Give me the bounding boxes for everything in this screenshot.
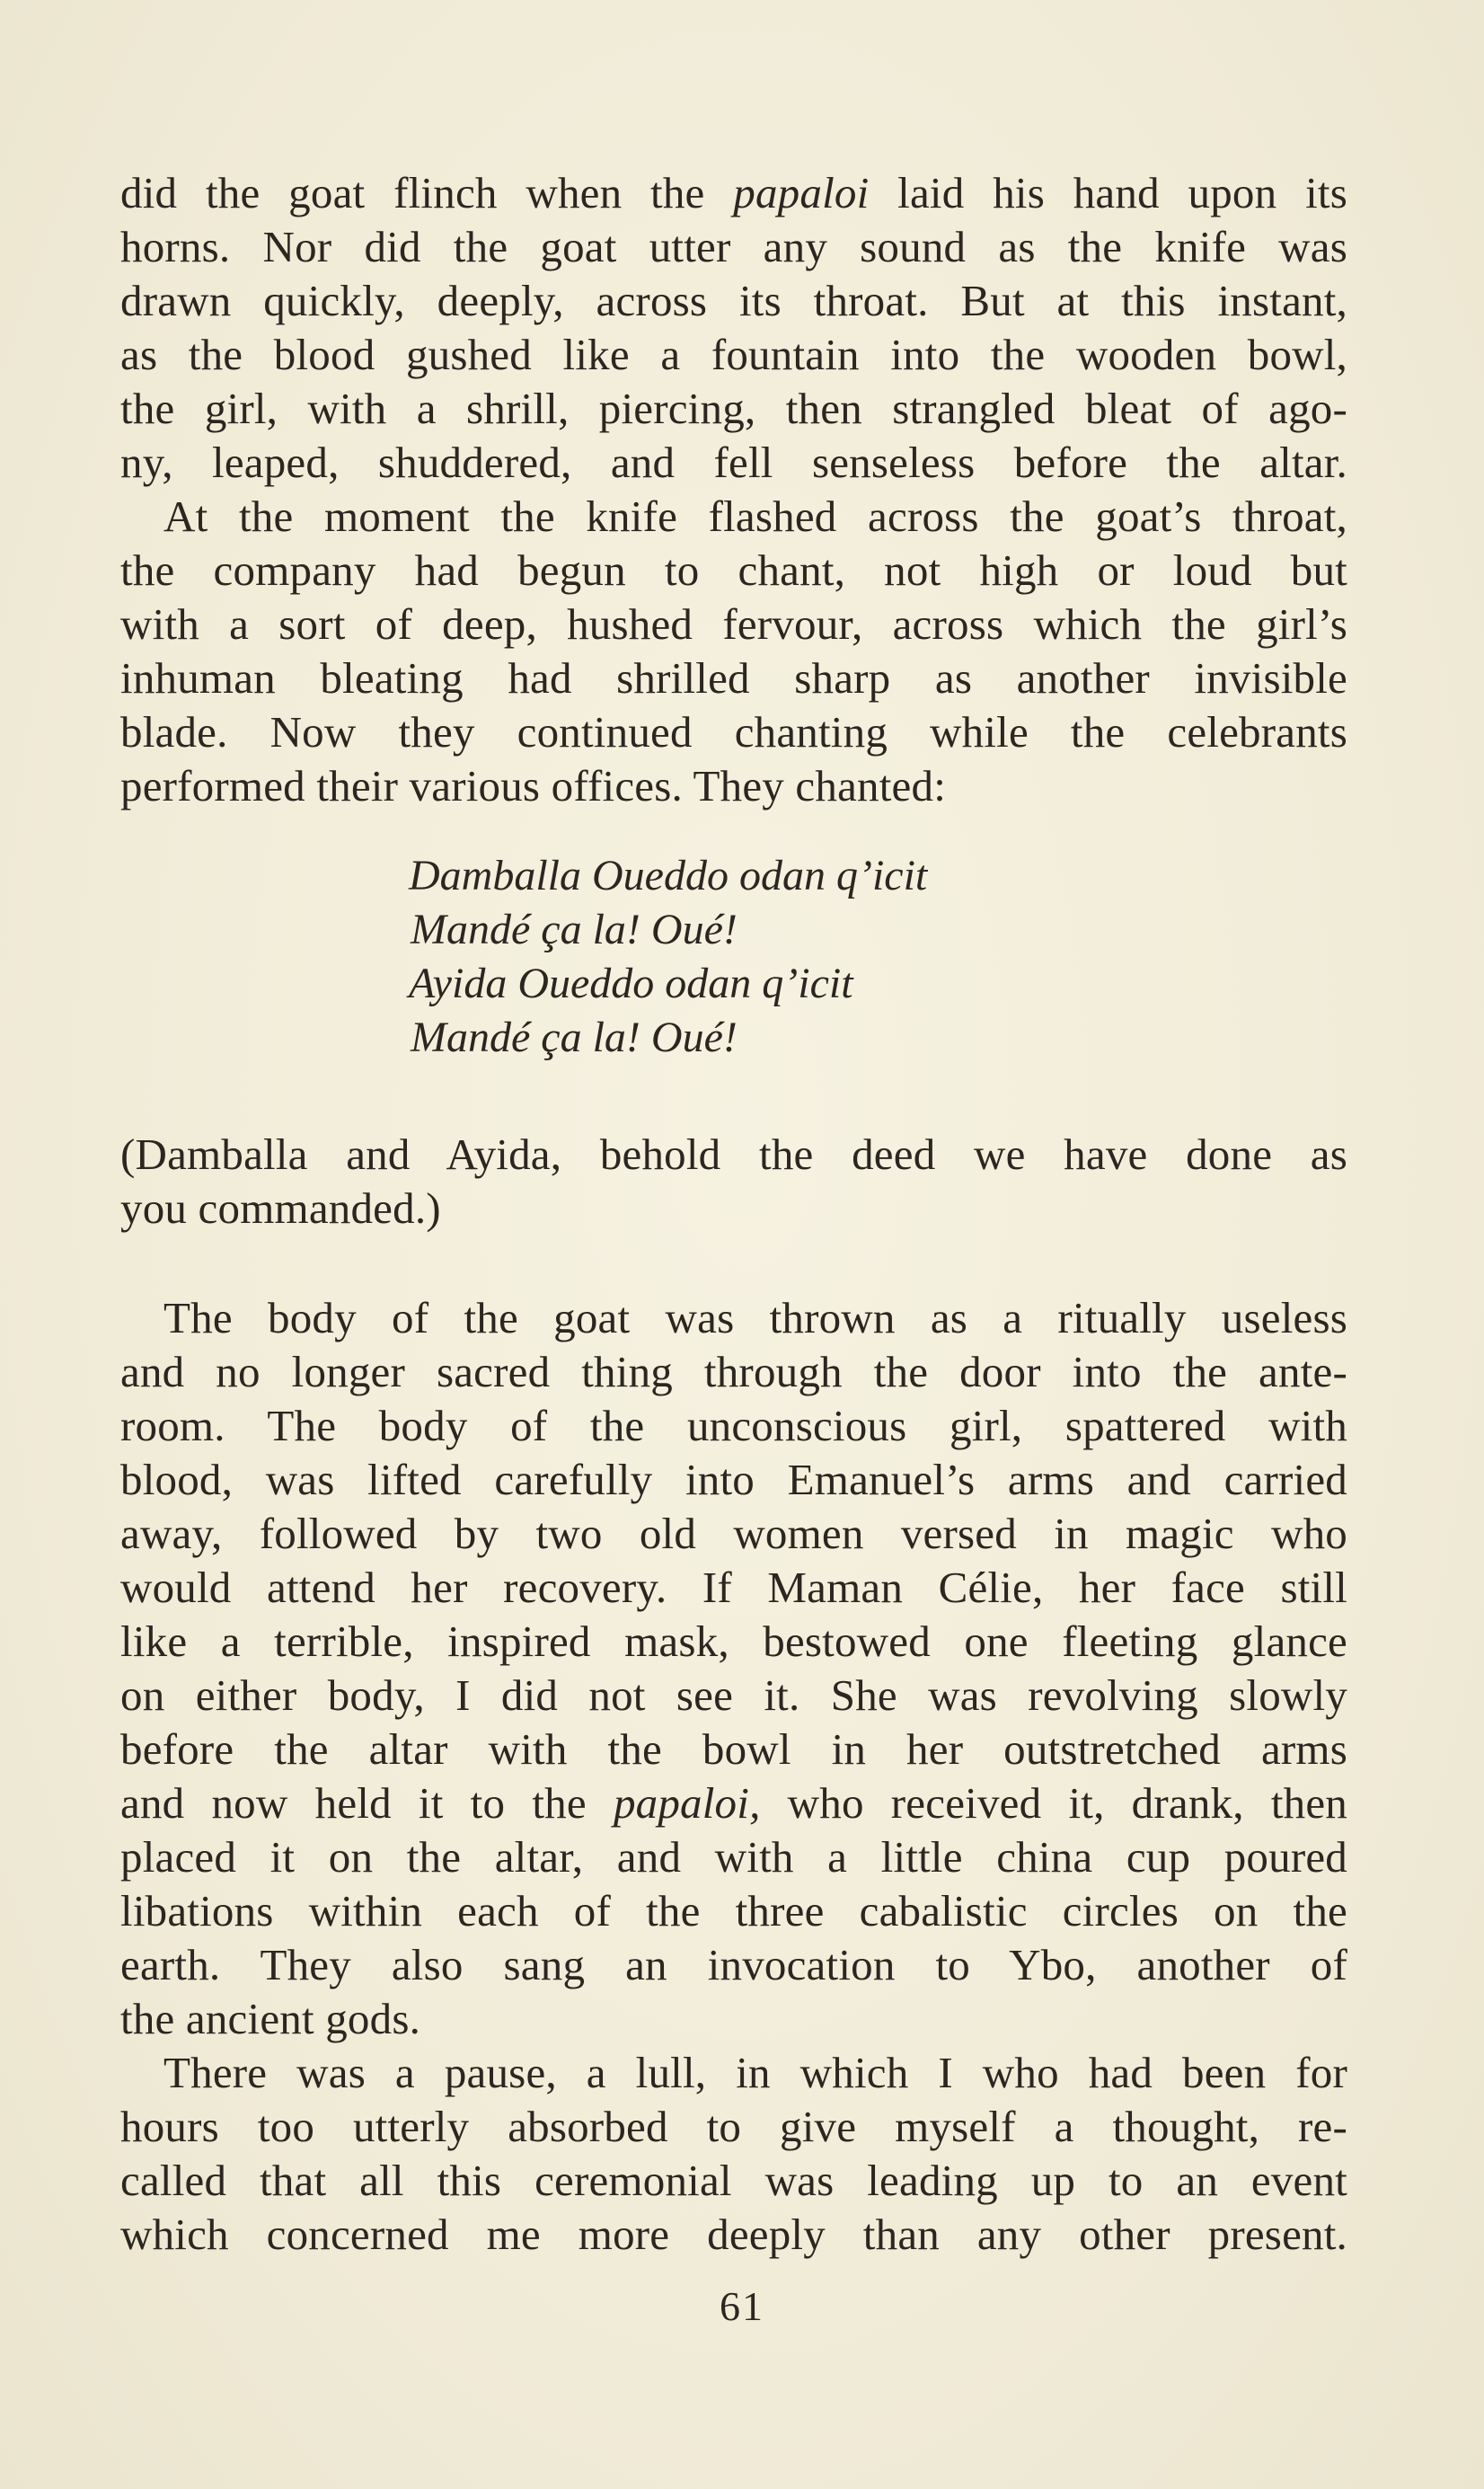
text-line: called that all this ceremonial was leading up to an event xyxy=(120,2156,1347,2205)
text-line: hours too utterly absorbed to give myself a thought, re- xyxy=(120,2102,1347,2151)
text-line: blade. Now they continued chanting while the celebrants xyxy=(120,707,1347,757)
text-line: The body of the goat was thrown as a ritually useless xyxy=(163,1293,1347,1342)
text-line xyxy=(120,166,1347,220)
text-line: performed their various offices. They chanted: xyxy=(120,761,947,810)
verse-line: Mandé ça la! Oué! xyxy=(411,906,738,953)
text-line: and no longer sacred thing through the door into the ante- xyxy=(120,1347,1347,1396)
text-line: inhuman bleating had shrilled sharp as another invisible xyxy=(120,653,1347,703)
text-line: the ancient gods. xyxy=(120,1994,421,2043)
text-line: with a sort of deep, hushed fervour, across which the girl’s xyxy=(120,599,1347,649)
text-line: earth. They also sang an invocation to Ybo, another of xyxy=(120,1940,1347,1989)
translation-block xyxy=(120,1128,1347,1236)
text-line: (Damballa and Ayida, behold the deed we have done as xyxy=(120,1129,1347,1179)
text-span: did the goat flinch when the xyxy=(120,168,734,217)
text-line: At the moment the knife flashed across the goat’s throat, xyxy=(163,492,1347,541)
paragraph-chanting xyxy=(120,490,1347,813)
chant-verse xyxy=(409,849,927,1065)
paragraph-pause xyxy=(120,2046,1347,2262)
text-line: horns. Nor did the goat utter any sound as the knife was xyxy=(120,222,1347,271)
text-line: before the altar with the bowl in her outstretched arms xyxy=(120,1724,1347,1774)
paragraph-goat-sacrifice xyxy=(120,166,1347,490)
text-line: room. The body of the unconscious girl, spattered with xyxy=(120,1401,1347,1450)
text-line: the girl, with a shrill, piercing, then strangled bleat of ago- xyxy=(120,384,1347,433)
text-line: away, followed by two old women versed in magic who xyxy=(120,1509,1347,1558)
text-span: and now held it to the xyxy=(120,1778,614,1828)
text-span: laid his hand upon its xyxy=(869,168,1347,217)
paragraph-aftermath xyxy=(120,1291,1347,2046)
text-line: There was a pause, a lull, in which I who had been for xyxy=(163,2048,1347,2097)
text-line: would attend her recovery. If Maman Célie, her face still xyxy=(120,1563,1347,1612)
body-text-continued xyxy=(120,1291,1347,2262)
verse-line: Ayida Oueddo odan q’icit xyxy=(409,960,853,1007)
text-line: drawn quickly, deeply, across its throat. But at this instant, xyxy=(120,276,1347,325)
text-line: as the blood gushed like a fountain into the wooden bowl, xyxy=(120,330,1347,379)
italic-word: papaloi xyxy=(733,168,870,217)
body-text xyxy=(120,166,1347,813)
text-line xyxy=(120,1776,1347,1830)
verse-line: Mandé ça la! Oué! xyxy=(411,1014,738,1061)
text-line: like a terrible, inspired mask, bestowed one fleeting glance xyxy=(120,1617,1347,1666)
text-line: the company had begun to chant, not high or loud but xyxy=(120,545,1347,595)
text-line: you commanded.) xyxy=(120,1183,441,1233)
page-number: 61 xyxy=(720,2283,764,2329)
italic-word: papaloi, xyxy=(613,1778,761,1828)
text-line: which concerned me more deeply than any other present. xyxy=(120,2210,1347,2259)
text-line: blood, was lifted carefully into Emanuel’s arms and carried xyxy=(120,1455,1347,1504)
text-line: ny, leaped, shuddered, and fell senseless before the altar. xyxy=(120,438,1347,487)
text-span: who received it, drank, then xyxy=(760,1778,1347,1828)
verse-line: Damballa Oueddo odan q’icit xyxy=(409,852,928,899)
paragraph-translation xyxy=(120,1128,1347,1236)
text-line: libations within each of the three cabalistic circles on the xyxy=(120,1886,1347,1935)
text-line: on either body, I did not see it. She was revolving slowly xyxy=(120,1670,1347,1720)
text-line: placed it on the altar, and with a little china cup poured xyxy=(120,1832,1347,1882)
